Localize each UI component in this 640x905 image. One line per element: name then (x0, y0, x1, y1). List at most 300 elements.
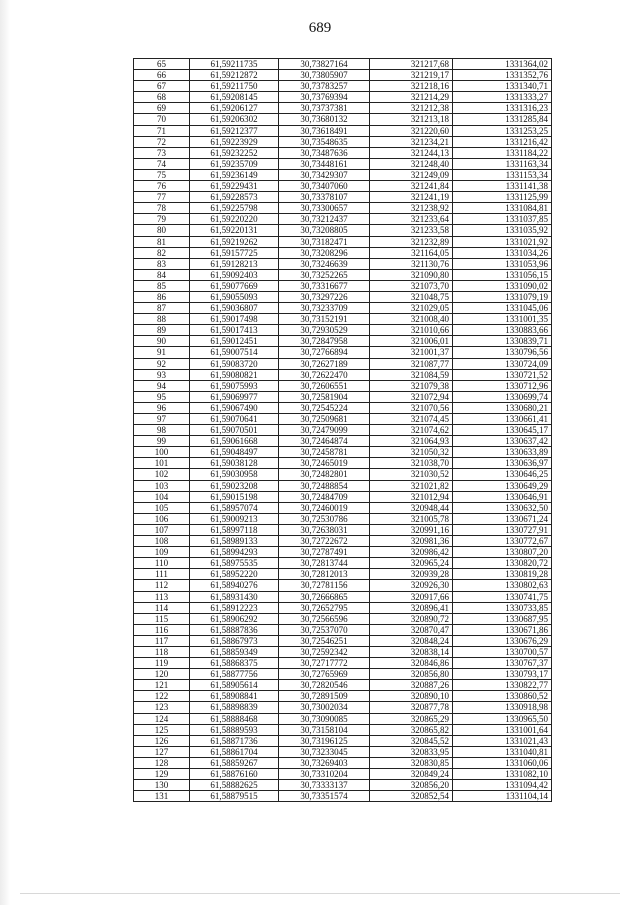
x-coordinate-cell: 321220,60 (370, 125, 453, 136)
longitude-cell: 30,73208805 (279, 225, 370, 236)
point-number-cell: 101 (134, 458, 190, 469)
longitude-cell: 30,73351574 (279, 791, 370, 802)
latitude-cell: 61,59075993 (190, 380, 279, 391)
point-number-cell: 78 (134, 203, 190, 214)
y-coordinate-cell: 1330860,52 (453, 691, 552, 702)
latitude-cell: 61,59220131 (190, 225, 279, 236)
x-coordinate-cell: 320849,24 (370, 769, 453, 780)
longitude-cell: 30,72781156 (279, 580, 370, 591)
y-coordinate-cell: 1330741,75 (453, 591, 552, 602)
x-coordinate-cell: 320865,29 (370, 713, 453, 724)
latitude-cell: 61,58887836 (190, 624, 279, 635)
page-number: 689 (308, 20, 332, 36)
longitude-cell: 30,73152191 (279, 314, 370, 325)
longitude-cell: 30,73090085 (279, 713, 370, 724)
point-number-cell: 111 (134, 569, 190, 580)
longitude-cell: 30,73827164 (279, 59, 370, 70)
x-coordinate-cell: 320890,72 (370, 613, 453, 624)
y-coordinate-cell: 1331141,38 (453, 181, 552, 192)
point-number-cell: 126 (134, 735, 190, 746)
x-coordinate-cell: 321164,05 (370, 247, 453, 258)
x-coordinate-cell: 320939,28 (370, 569, 453, 580)
point-number-cell: 105 (134, 502, 190, 513)
x-coordinate-cell: 320856,80 (370, 669, 453, 680)
point-number-cell: 91 (134, 347, 190, 358)
y-coordinate-cell: 1330807,20 (453, 547, 552, 558)
y-coordinate-cell: 1331056,15 (453, 269, 552, 280)
latitude-cell: 61,58871736 (190, 735, 279, 746)
longitude-cell: 30,72460019 (279, 502, 370, 513)
latitude-cell: 61,59080821 (190, 369, 279, 380)
point-number-cell: 129 (134, 769, 190, 780)
longitude-cell: 30,72652795 (279, 602, 370, 613)
y-coordinate-cell: 1331090,02 (453, 280, 552, 291)
y-coordinate-cell: 1331079,19 (453, 291, 552, 302)
latitude-cell: 61,58952220 (190, 569, 279, 580)
table-row (134, 591, 552, 602)
latitude-cell: 61,58912223 (190, 602, 279, 613)
point-number-cell: 84 (134, 269, 190, 280)
y-coordinate-cell: 1330802,63 (453, 580, 552, 591)
point-number-cell: 117 (134, 635, 190, 646)
table-row (134, 59, 552, 70)
longitude-cell: 30,72722672 (279, 536, 370, 547)
point-number-cell: 98 (134, 425, 190, 436)
point-number-cell: 122 (134, 691, 190, 702)
longitude-cell: 30,73269403 (279, 757, 370, 768)
coordinates-table-body (134, 59, 552, 802)
x-coordinate-cell: 321219,17 (370, 70, 453, 81)
point-number-cell: 106 (134, 513, 190, 524)
x-coordinate-cell: 320830,85 (370, 757, 453, 768)
table-row (134, 380, 552, 391)
point-number-cell: 124 (134, 713, 190, 724)
point-number-cell: 67 (134, 81, 190, 92)
table-row (134, 713, 552, 724)
x-coordinate-cell: 320870,47 (370, 624, 453, 635)
x-coordinate-cell: 320877,78 (370, 702, 453, 713)
table-row (134, 269, 552, 280)
x-coordinate-cell: 320986,42 (370, 547, 453, 558)
y-coordinate-cell: 1330649,29 (453, 480, 552, 491)
point-number-cell: 79 (134, 214, 190, 225)
y-coordinate-cell: 1331352,76 (453, 70, 552, 81)
latitude-cell: 61,59077669 (190, 280, 279, 291)
latitude-cell: 61,59015198 (190, 491, 279, 502)
longitude-cell: 30,72581904 (279, 391, 370, 402)
point-number-cell: 90 (134, 336, 190, 347)
point-number-cell: 107 (134, 524, 190, 535)
latitude-cell: 61,59229431 (190, 181, 279, 192)
y-coordinate-cell: 1331001,35 (453, 314, 552, 325)
latitude-cell: 61,59070641 (190, 414, 279, 425)
y-coordinate-cell: 1331163,34 (453, 158, 552, 169)
x-coordinate-cell: 320845,52 (370, 735, 453, 746)
table-row (134, 369, 552, 380)
y-coordinate-cell: 1331316,23 (453, 103, 552, 114)
y-coordinate-cell: 1330636,97 (453, 458, 552, 469)
x-coordinate-cell: 320887,26 (370, 680, 453, 691)
point-number-cell: 99 (134, 436, 190, 447)
page-bottom-divider (20, 893, 620, 894)
x-coordinate-cell: 321073,70 (370, 280, 453, 291)
longitude-cell: 30,73182471 (279, 236, 370, 247)
x-coordinate-cell: 321008,40 (370, 314, 453, 325)
y-coordinate-cell: 1330883,66 (453, 325, 552, 336)
y-coordinate-cell: 1331125,99 (453, 192, 552, 203)
longitude-cell: 30,72638031 (279, 524, 370, 535)
point-number-cell: 116 (134, 624, 190, 635)
y-coordinate-cell: 1331184,22 (453, 147, 552, 158)
x-coordinate-cell: 320846,86 (370, 658, 453, 669)
longitude-cell: 30,72488854 (279, 480, 370, 491)
latitude-cell: 61,59012451 (190, 336, 279, 347)
y-coordinate-cell: 1330721,52 (453, 369, 552, 380)
longitude-cell: 30,73252265 (279, 269, 370, 280)
x-coordinate-cell: 321064,93 (370, 436, 453, 447)
longitude-cell: 30,72847958 (279, 336, 370, 347)
longitude-cell: 30,73805907 (279, 70, 370, 81)
x-coordinate-cell: 321233,64 (370, 214, 453, 225)
y-coordinate-cell: 1331060,06 (453, 757, 552, 768)
table-row (134, 635, 552, 646)
y-coordinate-cell: 1330646,91 (453, 491, 552, 502)
table-row (134, 613, 552, 624)
point-number-cell: 86 (134, 291, 190, 302)
x-coordinate-cell: 320856,20 (370, 780, 453, 791)
table-row (134, 569, 552, 580)
table-row (134, 769, 552, 780)
y-coordinate-cell: 1331053,96 (453, 258, 552, 269)
point-number-cell: 69 (134, 103, 190, 114)
latitude-cell: 61,58859267 (190, 757, 279, 768)
x-coordinate-cell: 320926,30 (370, 580, 453, 591)
longitude-cell: 30,73158104 (279, 724, 370, 735)
latitude-cell: 61,59036807 (190, 303, 279, 314)
x-coordinate-cell: 321218,16 (370, 81, 453, 92)
table-row (134, 458, 552, 469)
latitude-cell: 61,59211735 (190, 59, 279, 70)
longitude-cell: 30,73300657 (279, 203, 370, 214)
y-coordinate-cell: 1330712,96 (453, 380, 552, 391)
longitude-cell: 30,73246639 (279, 258, 370, 269)
x-coordinate-cell: 321048,75 (370, 291, 453, 302)
point-number-cell: 72 (134, 136, 190, 147)
table-row (134, 469, 552, 480)
latitude-cell: 61,59030958 (190, 469, 279, 480)
table-row (134, 602, 552, 613)
x-coordinate-cell: 320838,14 (370, 646, 453, 657)
table-row (134, 192, 552, 203)
table-row (134, 258, 552, 269)
table-row (134, 291, 552, 302)
latitude-cell: 61,58889593 (190, 724, 279, 735)
point-number-cell: 89 (134, 325, 190, 336)
point-number-cell: 65 (134, 59, 190, 70)
longitude-cell: 30,72787491 (279, 547, 370, 558)
longitude-cell: 30,73233045 (279, 746, 370, 757)
y-coordinate-cell: 1330724,09 (453, 358, 552, 369)
point-number-cell: 74 (134, 158, 190, 169)
latitude-cell: 61,58898839 (190, 702, 279, 713)
table-row (134, 491, 552, 502)
longitude-cell: 30,72820546 (279, 680, 370, 691)
y-coordinate-cell: 1330733,85 (453, 602, 552, 613)
table-row (134, 402, 552, 413)
x-coordinate-cell: 321038,70 (370, 458, 453, 469)
y-coordinate-cell: 1330700,57 (453, 646, 552, 657)
longitude-cell: 30,72622470 (279, 369, 370, 380)
latitude-cell: 61,59223929 (190, 136, 279, 147)
table-row (134, 70, 552, 81)
latitude-cell: 61,59055093 (190, 291, 279, 302)
table-row (134, 336, 552, 347)
x-coordinate-cell: 320981,36 (370, 536, 453, 547)
latitude-cell: 61,58997118 (190, 524, 279, 535)
x-coordinate-cell: 321070,56 (370, 402, 453, 413)
longitude-cell: 30,72530786 (279, 513, 370, 524)
latitude-cell: 61,59236149 (190, 169, 279, 180)
point-number-cell: 68 (134, 92, 190, 103)
latitude-cell: 61,58940276 (190, 580, 279, 591)
table-row (134, 92, 552, 103)
latitude-cell: 61,58859349 (190, 646, 279, 657)
x-coordinate-cell: 321238,92 (370, 203, 453, 214)
table-row (134, 181, 552, 192)
longitude-cell: 30,73196125 (279, 735, 370, 746)
y-coordinate-cell: 1331340,71 (453, 81, 552, 92)
latitude-cell: 61,59235709 (190, 158, 279, 169)
point-number-cell: 125 (134, 724, 190, 735)
longitude-cell: 30,72482801 (279, 469, 370, 480)
latitude-cell: 61,58957074 (190, 502, 279, 513)
longitude-cell: 30,72592342 (279, 646, 370, 657)
latitude-cell: 61,59061668 (190, 436, 279, 447)
x-coordinate-cell: 321079,38 (370, 380, 453, 391)
table-row (134, 724, 552, 735)
point-number-cell: 123 (134, 702, 190, 713)
point-number-cell: 131 (134, 791, 190, 802)
point-number-cell: 108 (134, 536, 190, 547)
table-row (134, 702, 552, 713)
table-row (134, 624, 552, 635)
point-number-cell: 95 (134, 391, 190, 402)
table-row (134, 136, 552, 147)
y-coordinate-cell: 1330632,50 (453, 502, 552, 513)
table-row (134, 580, 552, 591)
table-row (134, 125, 552, 136)
table-row (134, 247, 552, 258)
x-coordinate-cell: 321241,19 (370, 192, 453, 203)
longitude-cell: 30,72930529 (279, 325, 370, 336)
table-row (134, 757, 552, 768)
longitude-cell: 30,72566596 (279, 613, 370, 624)
latitude-cell: 61,59070501 (190, 425, 279, 436)
point-number-cell: 100 (134, 447, 190, 458)
x-coordinate-cell: 321010,66 (370, 325, 453, 336)
point-number-cell: 102 (134, 469, 190, 480)
x-coordinate-cell: 321072,94 (370, 391, 453, 402)
longitude-cell: 30,73310204 (279, 769, 370, 780)
latitude-cell: 61,58867973 (190, 635, 279, 646)
point-number-cell: 93 (134, 369, 190, 380)
x-coordinate-cell: 320833,95 (370, 746, 453, 757)
point-number-cell: 81 (134, 236, 190, 247)
longitude-cell: 30,72458781 (279, 447, 370, 458)
longitude-cell: 30,72627189 (279, 358, 370, 369)
longitude-cell: 30,73002034 (279, 702, 370, 713)
table-row (134, 236, 552, 247)
point-number-cell: 70 (134, 114, 190, 125)
table-row (134, 502, 552, 513)
table-row (134, 314, 552, 325)
y-coordinate-cell: 1331253,25 (453, 125, 552, 136)
table-row (134, 780, 552, 791)
table-row (134, 203, 552, 214)
x-coordinate-cell: 320852,54 (370, 791, 453, 802)
longitude-cell: 30,72766894 (279, 347, 370, 358)
latitude-cell: 61,58861704 (190, 746, 279, 757)
latitude-cell: 61,59017498 (190, 314, 279, 325)
latitude-cell: 61,59009213 (190, 513, 279, 524)
x-coordinate-cell: 321074,45 (370, 414, 453, 425)
y-coordinate-cell: 1331045,06 (453, 303, 552, 314)
latitude-cell: 61,58882625 (190, 780, 279, 791)
table-row (134, 114, 552, 125)
longitude-cell: 30,72666865 (279, 591, 370, 602)
x-coordinate-cell: 321232,89 (370, 236, 453, 247)
table-row (134, 358, 552, 369)
longitude-cell: 30,73316677 (279, 280, 370, 291)
table-row (134, 81, 552, 92)
table-row (134, 414, 552, 425)
point-number-cell: 82 (134, 247, 190, 258)
table-row (134, 147, 552, 158)
latitude-cell: 61,59023208 (190, 480, 279, 491)
coordinates-table (133, 58, 552, 802)
x-coordinate-cell: 321233,58 (370, 225, 453, 236)
point-number-cell: 83 (134, 258, 190, 269)
latitude-cell: 61,58908841 (190, 691, 279, 702)
point-number-cell: 121 (134, 680, 190, 691)
y-coordinate-cell: 1330822,77 (453, 680, 552, 691)
table-row (134, 158, 552, 169)
x-coordinate-cell: 321090,80 (370, 269, 453, 280)
y-coordinate-cell: 1331104,14 (453, 791, 552, 802)
x-coordinate-cell: 321021,82 (370, 480, 453, 491)
x-coordinate-cell: 320890,10 (370, 691, 453, 702)
point-number-cell: 103 (134, 480, 190, 491)
latitude-cell: 61,59206127 (190, 103, 279, 114)
y-coordinate-cell: 1330727,91 (453, 524, 552, 535)
y-coordinate-cell: 1331037,85 (453, 214, 552, 225)
longitude-cell: 30,72465019 (279, 458, 370, 469)
latitude-cell: 61,59092403 (190, 269, 279, 280)
x-coordinate-cell: 321074,62 (370, 425, 453, 436)
longitude-cell: 30,73737381 (279, 103, 370, 114)
table-row (134, 425, 552, 436)
x-coordinate-cell: 321005,78 (370, 513, 453, 524)
longitude-cell: 30,72545224 (279, 402, 370, 413)
x-coordinate-cell: 321217,68 (370, 59, 453, 70)
point-number-cell: 109 (134, 547, 190, 558)
longitude-cell: 30,72484709 (279, 491, 370, 502)
point-number-cell: 104 (134, 491, 190, 502)
table-row (134, 325, 552, 336)
y-coordinate-cell: 1330839,71 (453, 336, 552, 347)
point-number-cell: 75 (134, 169, 190, 180)
x-coordinate-cell: 321050,32 (370, 447, 453, 458)
x-coordinate-cell: 321241,84 (370, 181, 453, 192)
y-coordinate-cell: 1330680,21 (453, 402, 552, 413)
y-coordinate-cell: 1331084,81 (453, 203, 552, 214)
point-number-cell: 77 (134, 192, 190, 203)
longitude-cell: 30,73208296 (279, 247, 370, 258)
y-coordinate-cell: 1331035,92 (453, 225, 552, 236)
point-number-cell: 92 (134, 358, 190, 369)
x-coordinate-cell: 321244,13 (370, 147, 453, 158)
table-row (134, 513, 552, 524)
latitude-cell: 61,59225798 (190, 203, 279, 214)
x-coordinate-cell: 321087,77 (370, 358, 453, 369)
latitude-cell: 61,59212377 (190, 125, 279, 136)
latitude-cell: 61,59211750 (190, 81, 279, 92)
x-coordinate-cell: 321213,18 (370, 114, 453, 125)
point-number-cell: 113 (134, 591, 190, 602)
point-number-cell: 128 (134, 757, 190, 768)
y-coordinate-cell: 1330687,95 (453, 613, 552, 624)
table-row (134, 735, 552, 746)
y-coordinate-cell: 1331094,42 (453, 780, 552, 791)
longitude-cell: 30,73378107 (279, 192, 370, 203)
longitude-cell: 30,73233709 (279, 303, 370, 314)
y-coordinate-cell: 1330820,72 (453, 558, 552, 569)
longitude-cell: 30,72464874 (279, 436, 370, 447)
table-row (134, 658, 552, 669)
y-coordinate-cell: 1330819,28 (453, 569, 552, 580)
point-number-cell: 130 (134, 780, 190, 791)
longitude-cell: 30,72606551 (279, 380, 370, 391)
table-row (134, 536, 552, 547)
latitude-cell: 61,58888468 (190, 713, 279, 724)
latitude-cell: 61,59208145 (190, 92, 279, 103)
longitude-cell: 30,73448161 (279, 158, 370, 169)
latitude-cell: 61,58975535 (190, 558, 279, 569)
y-coordinate-cell: 1330772,67 (453, 536, 552, 547)
point-number-cell: 114 (134, 602, 190, 613)
table-row (134, 791, 552, 802)
latitude-cell: 61,58905614 (190, 680, 279, 691)
x-coordinate-cell: 321012,94 (370, 491, 453, 502)
table-row (134, 347, 552, 358)
latitude-cell: 61,59206302 (190, 114, 279, 125)
latitude-cell: 61,58876160 (190, 769, 279, 780)
x-coordinate-cell: 321249,09 (370, 169, 453, 180)
point-number-cell: 94 (134, 380, 190, 391)
latitude-cell: 61,59219262 (190, 236, 279, 247)
table-row (134, 447, 552, 458)
latitude-cell: 61,59038128 (190, 458, 279, 469)
point-number-cell: 118 (134, 646, 190, 657)
longitude-cell: 30,73407060 (279, 181, 370, 192)
latitude-cell: 61,58989133 (190, 536, 279, 547)
point-number-cell: 120 (134, 669, 190, 680)
longitude-cell: 30,72813744 (279, 558, 370, 569)
longitude-cell: 30,72891509 (279, 691, 370, 702)
latitude-cell: 61,59212872 (190, 70, 279, 81)
latitude-cell: 61,59220220 (190, 214, 279, 225)
y-coordinate-cell: 1331034,26 (453, 247, 552, 258)
